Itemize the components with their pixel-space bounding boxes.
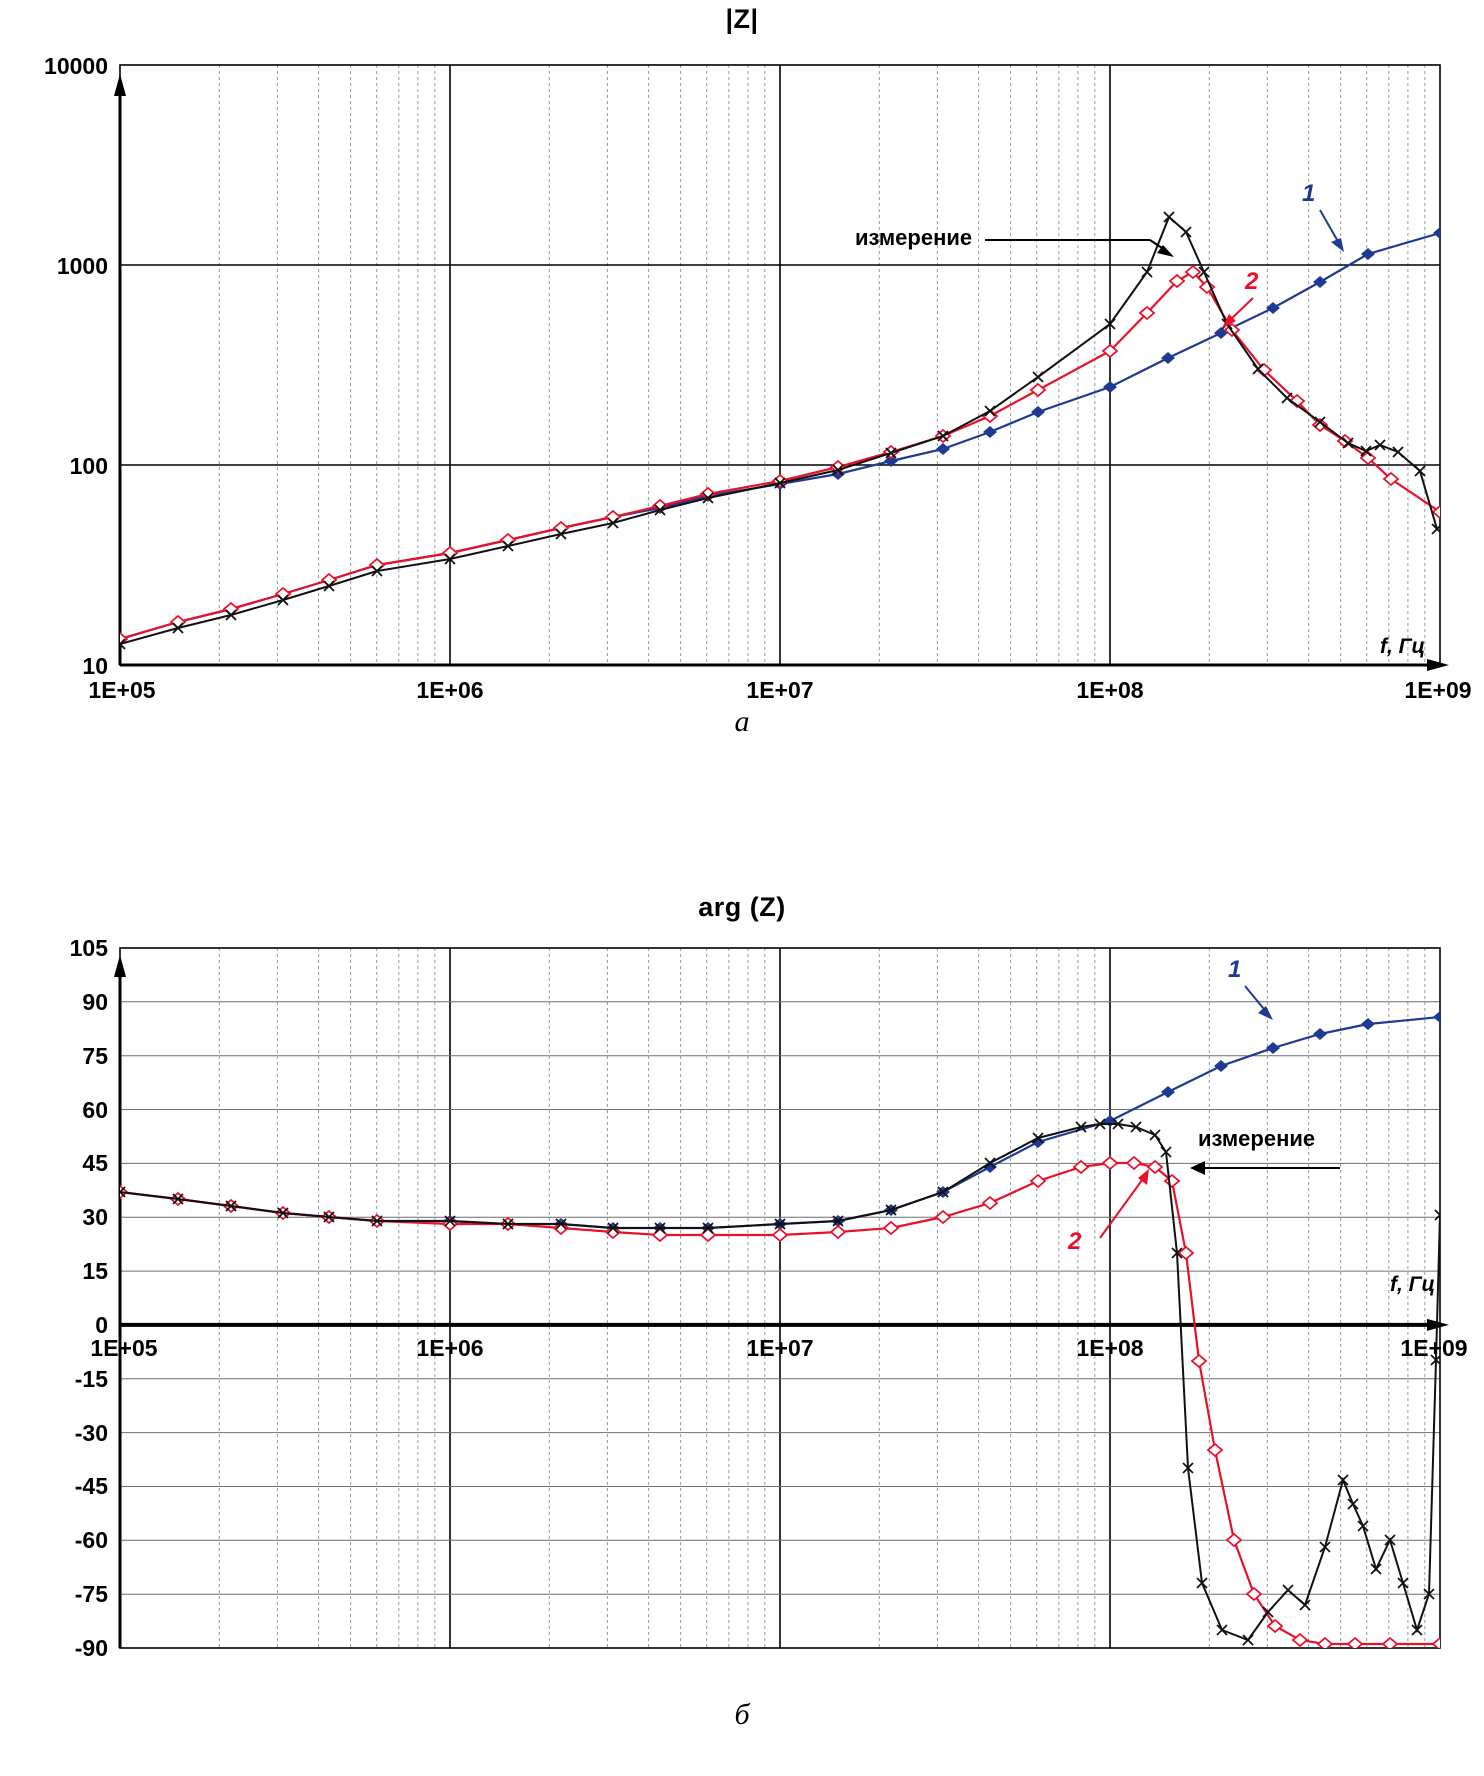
svg-text:1E+09: 1E+09 [1404,677,1472,700]
svg-text:10: 10 [82,653,108,679]
plot-svg-b [0,928,1484,1688]
svg-text:60: 60 [82,1097,108,1123]
svg-text:1E+09: 1E+09 [1400,1335,1468,1361]
plot-area-b [0,928,1484,1688]
svg-text:15: 15 [82,1258,108,1284]
svg-text:45: 45 [82,1150,108,1176]
svg-text:90: 90 [82,989,108,1015]
x-axis-title-b: f, Гц [1390,1273,1436,1296]
svg-text:1E+08: 1E+08 [1076,677,1144,700]
plot-svg-a [0,40,1484,700]
x-axis-title-a: f, Гц [1380,635,1426,658]
panel-letter-b: б [734,1698,750,1731]
annotation-measurement-b: измерение [1198,1126,1316,1151]
svg-text:-60: -60 [74,1527,108,1553]
svg-text:75: 75 [82,1043,108,1069]
y-axis-labels-b [70,935,109,1661]
annotation-curve-1-a: 1 [1302,180,1316,207]
annotation-curve-1-b: 1 [1228,956,1242,983]
y-axis-labels-a [44,53,108,679]
svg-text:105: 105 [69,935,108,961]
svg-text:-30: -30 [74,1420,108,1446]
annotation-measurement-a: измерение [855,225,973,250]
svg-text:1E+05: 1E+05 [88,677,156,700]
svg-text:1000: 1000 [56,253,108,279]
svg-text:1E+06: 1E+06 [416,677,484,700]
chart-panel-b [0,888,1484,1776]
plot-area-a [0,40,1484,700]
annotation-curve-2-b: 2 [1068,1228,1082,1255]
chart-title-a: |Z| [725,4,759,34]
svg-text:1E+07: 1E+07 [746,1335,814,1361]
svg-text:1E+05: 1E+05 [90,1335,158,1361]
svg-text:10000: 10000 [44,53,108,79]
svg-text:0: 0 [95,1312,108,1338]
svg-text:1E+06: 1E+06 [416,1335,484,1361]
annotation-curve-2-a: 2 [1245,268,1259,295]
chart-title-b: arg (Z) [698,892,786,922]
svg-text:30: 30 [82,1204,108,1230]
x-axis-labels-a [88,677,1471,700]
svg-text:-45: -45 [74,1473,108,1499]
svg-text:-75: -75 [74,1581,108,1607]
svg-text:-15: -15 [74,1366,108,1392]
svg-text:1E+07: 1E+07 [746,677,814,700]
panel-letter-a: а [734,705,750,738]
chart-panel-a [0,0,1484,760]
svg-text:-90: -90 [74,1635,108,1661]
svg-text:1E+08: 1E+08 [1076,1335,1144,1361]
svg-text:100: 100 [69,453,108,479]
